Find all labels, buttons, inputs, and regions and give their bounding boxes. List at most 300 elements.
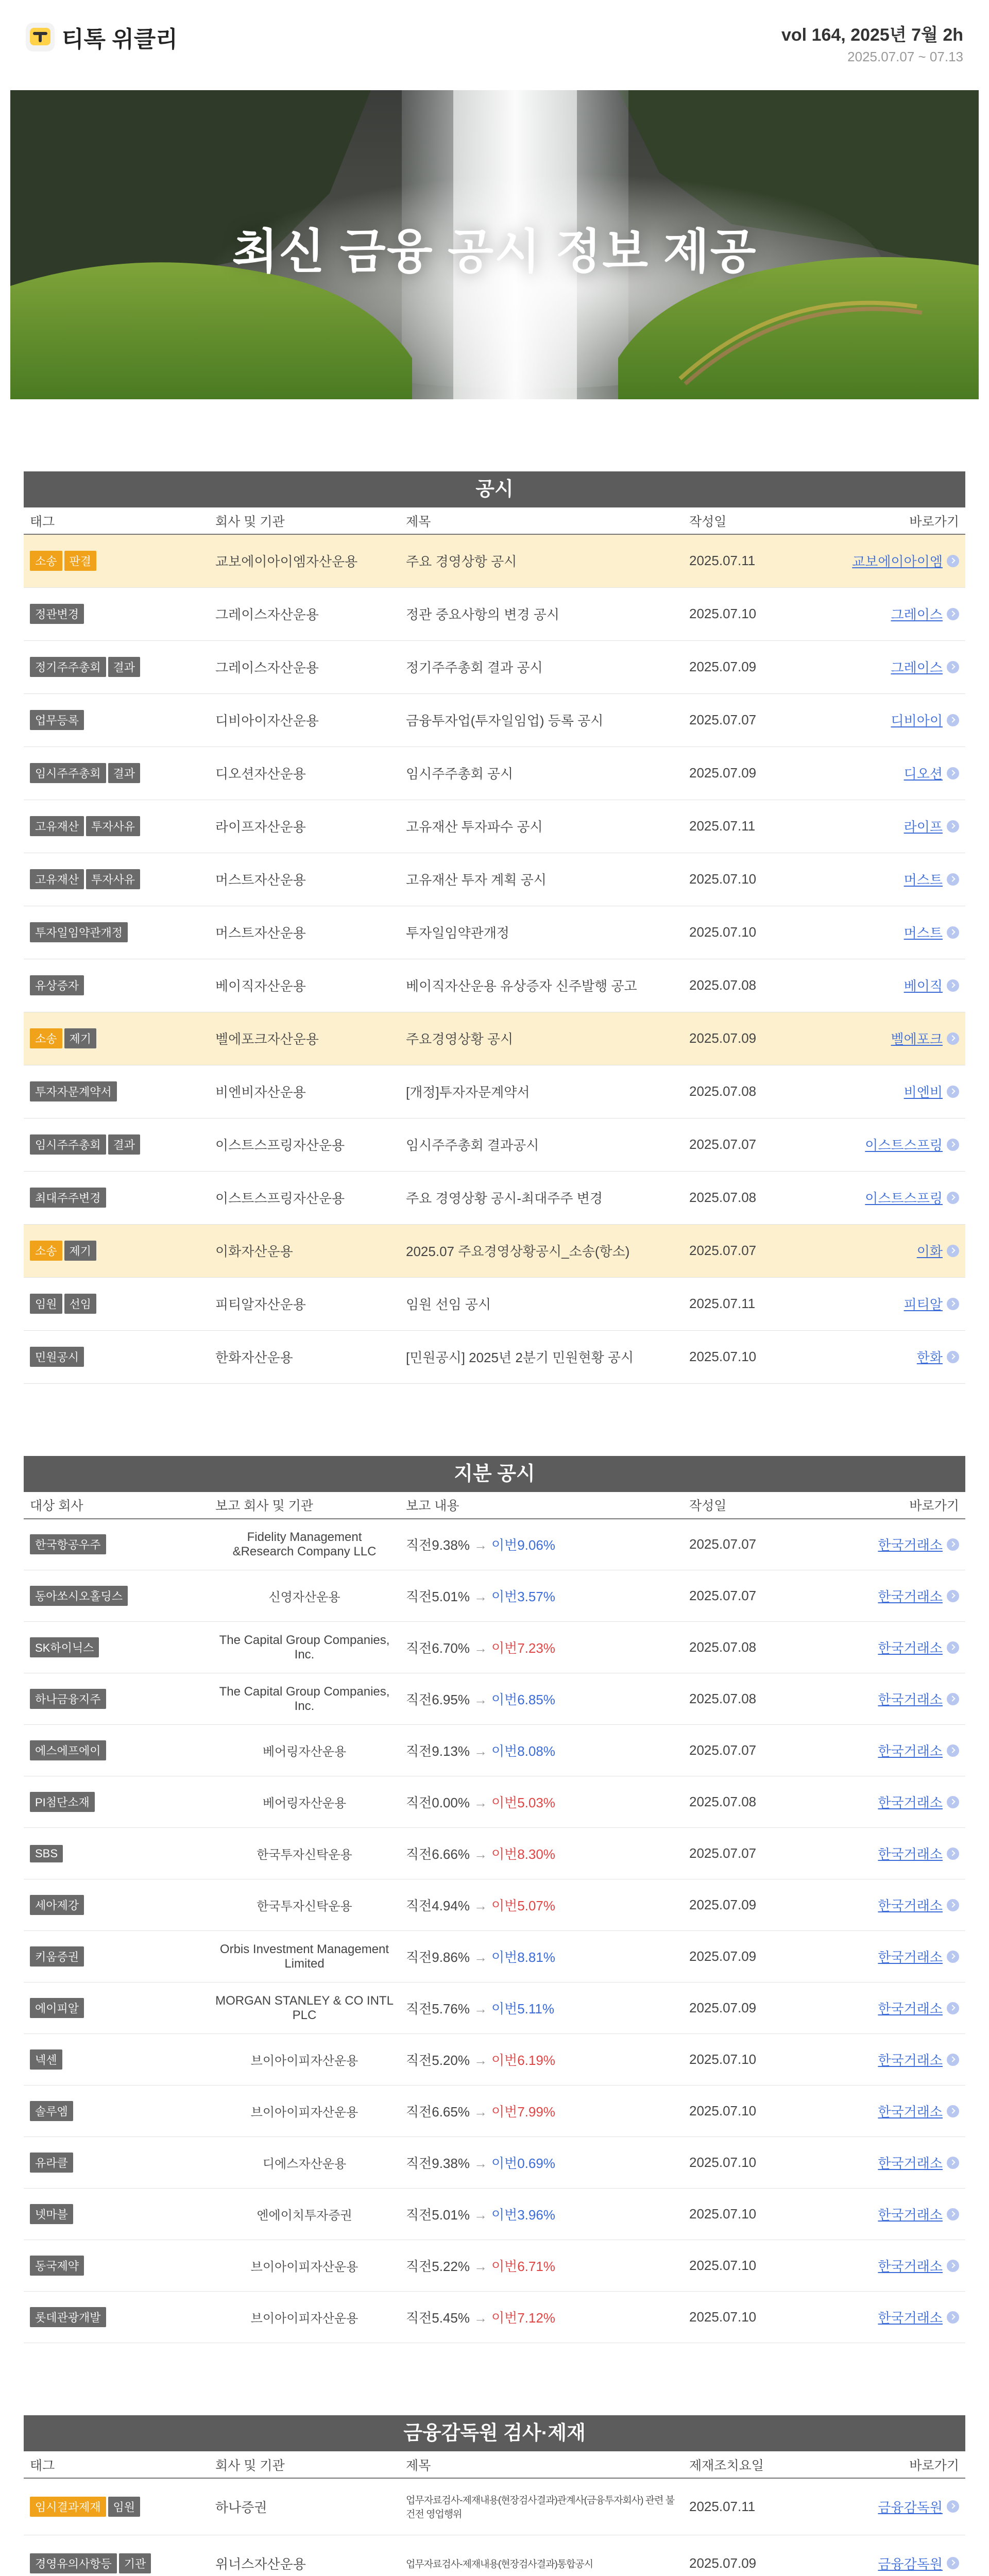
stake-table <box>24 1492 965 2344</box>
title-cell: 2025.07 주요경영상황공시_소송(항소) <box>400 1224 683 1277</box>
before-value: 직전9.38% <box>406 1537 470 1553</box>
link-cell <box>817 1012 965 1065</box>
goto-link[interactable] <box>891 657 959 676</box>
reporter-cell: 브이아이피자산운용 <box>209 2292 400 2343</box>
arrow-right-icon[interactable] <box>947 2157 959 2169</box>
link-text[interactable]: 베이직 <box>903 978 943 994</box>
disclosure-table <box>24 507 965 1384</box>
company-cell: 벨에포크자산운용 <box>209 1012 400 1065</box>
arrow-right-icon[interactable] <box>947 873 959 886</box>
goto-link[interactable] <box>878 1998 959 2018</box>
link-cell <box>817 1982 965 2034</box>
table-header <box>24 2451 965 2478</box>
tag-badge: 임원 <box>108 2497 141 2517</box>
arrow-right-icon[interactable] <box>947 1192 959 1204</box>
col-company: 회사 및 기관 <box>209 507 400 534</box>
arrow-right-icon[interactable] <box>947 1848 959 1860</box>
link-text[interactable]: 한국거래소 <box>878 2259 943 2274</box>
goto-link[interactable] <box>878 2205 959 2224</box>
logo-icon <box>26 23 55 52</box>
tag-badge: 제기 <box>64 1028 97 1048</box>
link-cell <box>817 534 965 587</box>
date-cell: 2025.07.07 <box>683 1570 817 1622</box>
company-badge: 롯데관광개발 <box>30 2307 106 2327</box>
content-cell <box>400 1570 683 1622</box>
link-cell <box>817 959 965 1012</box>
company-cell: 이스트스프링자산운용 <box>209 1118 400 1171</box>
date-cell: 2025.07.08 <box>683 1776 817 1828</box>
company-badge: 키움증권 <box>30 1946 84 1967</box>
after-value: 이번8.30% <box>491 1846 555 1862</box>
table-row <box>24 2137 965 2189</box>
reporter-cell: 한국투자신탁운용 <box>209 1828 400 1879</box>
target-cell <box>24 1519 209 1570</box>
company-badge: 넥센 <box>30 2049 62 2070</box>
link-cell <box>817 693 965 747</box>
goto-link[interactable] <box>865 1188 959 1207</box>
tag-badge: 기관 <box>119 2553 151 2573</box>
before-value: 직전5.76% <box>406 2001 470 2016</box>
before-value: 직전5.22% <box>406 2259 470 2274</box>
date-cell: 2025.07.10 <box>683 2292 817 2343</box>
title-cell: 정기주주총회 결과 공시 <box>400 640 683 693</box>
reporter-cell: 브이아이피자산운용 <box>209 2240 400 2292</box>
arrow-right-icon[interactable] <box>947 2311 959 2324</box>
tag-cell <box>24 2535 209 2576</box>
table-row <box>24 2034 965 2086</box>
arrow-right-icon[interactable] <box>947 1086 959 1098</box>
tag-cell <box>24 1171 209 1224</box>
company-cell: 피티알자산운용 <box>209 1277 400 1330</box>
col-link: 바로가기 <box>817 507 965 534</box>
date-cell: 2025.07.08 <box>683 1622 817 1673</box>
title-cell: 베이직자산운용 유상증자 신주발행 공고 <box>400 959 683 1012</box>
goto-link[interactable] <box>904 1294 959 1313</box>
goto-link[interactable] <box>878 1638 959 1657</box>
tag-cell <box>24 1330 209 1383</box>
goto-link[interactable] <box>878 1895 959 1914</box>
table-row <box>24 1673 965 1725</box>
target-cell <box>24 1570 209 1622</box>
link-text[interactable]: 한국거래소 <box>878 2053 943 2068</box>
target-cell <box>24 1879 209 1931</box>
table-row <box>24 640 965 693</box>
link-text[interactable]: 한국거래소 <box>878 1640 943 1656</box>
link-cell <box>817 906 965 959</box>
table-row <box>24 1725 965 1776</box>
link-text[interactable]: 그레이스 <box>891 607 943 622</box>
date-cell: 2025.07.07 <box>683 1519 817 1570</box>
date-cell: 2025.07.09 <box>683 1879 817 1931</box>
arrow-separator: → <box>473 2310 487 2326</box>
goto-link[interactable] <box>878 1844 959 1863</box>
tag-cell <box>24 747 209 800</box>
link-text[interactable]: 한국거래소 <box>878 1846 943 1862</box>
goto-link[interactable] <box>878 2554 959 2573</box>
arrow-right-icon[interactable] <box>947 661 959 673</box>
tag-badge: 민원공시 <box>30 1347 84 1367</box>
col-title: 제목 <box>400 507 683 534</box>
content-cell <box>400 2086 683 2137</box>
title-cell: 고유재산 투자파수 공시 <box>400 800 683 853</box>
table-row <box>24 1224 965 1277</box>
after-value: 이번7.23% <box>491 1640 555 1656</box>
arrow-right-icon[interactable] <box>947 1796 959 1808</box>
title-cell: [개정]투자자문계약서 <box>400 1065 683 1118</box>
arrow-right-icon[interactable] <box>947 1590 959 1602</box>
link-cell <box>817 2137 965 2189</box>
date-cell: 2025.07.08 <box>683 1171 817 1224</box>
tag-cell <box>24 1277 209 1330</box>
date-cell: 2025.07.09 <box>683 640 817 693</box>
link-text[interactable]: 한국거래소 <box>878 2104 943 2120</box>
arrow-right-icon[interactable] <box>947 1298 959 1310</box>
arrow-right-icon[interactable] <box>947 2105 959 2117</box>
date-cell: 2025.07.07 <box>683 693 817 747</box>
goto-link[interactable] <box>878 1689 959 1708</box>
link-text[interactable]: 라이프 <box>903 819 943 835</box>
issue-info <box>781 21 963 65</box>
reporter-cell: Orbis Investment Management Limited <box>209 1931 400 1982</box>
date-cell: 2025.07.08 <box>683 1673 817 1725</box>
link-text[interactable]: 피티알 <box>903 1297 943 1312</box>
reporter-cell: Fidelity Management &Research Company LLC <box>209 1519 400 1570</box>
link-cell <box>817 1570 965 1622</box>
company-cell: 이스트스프링자산운용 <box>209 1171 400 1224</box>
company-cell: 베이직자산운용 <box>209 959 400 1012</box>
goto-link[interactable] <box>904 976 959 995</box>
col-content: 보고 내용 <box>400 1492 683 1519</box>
title-cell: 임원 선임 공시 <box>400 1277 683 1330</box>
company-cell: 교보에이아이엠자산운용 <box>209 534 400 587</box>
goto-link[interactable] <box>878 2153 959 2172</box>
target-cell <box>24 1622 209 1673</box>
goto-link[interactable] <box>904 1082 959 1101</box>
arrow-separator: → <box>473 1795 487 1810</box>
arrow-right-icon[interactable] <box>947 1032 959 1045</box>
tag-cell <box>24 800 209 853</box>
table-row <box>24 800 965 853</box>
arrow-right-icon[interactable] <box>947 1693 959 1705</box>
link-text[interactable]: 한국거래소 <box>878 2310 943 2326</box>
tag-badge: 고유재산 <box>30 869 84 889</box>
col-link: 바로가기 <box>817 1492 965 1519</box>
link-cell <box>817 2240 965 2292</box>
table-row <box>24 1277 965 1330</box>
title-cell: 정관 중요사항의 변경 공시 <box>400 587 683 640</box>
col-reporter: 보고 회사 및 기관 <box>209 1492 400 1519</box>
content-cell <box>400 2189 683 2240</box>
hero-banner <box>10 90 979 399</box>
goto-link[interactable] <box>878 2050 959 2069</box>
arrow-right-icon[interactable] <box>947 1538 959 1551</box>
arrow-right-icon[interactable] <box>947 1899 959 1911</box>
link-text[interactable]: 한국거래소 <box>878 1898 943 1913</box>
tag-cell <box>24 906 209 959</box>
link-text[interactable]: 한국거래소 <box>878 1589 943 1604</box>
tag-badge: 투자사유 <box>86 816 140 836</box>
link-text[interactable]: 한국거래소 <box>878 1795 943 1810</box>
tag-cell <box>24 959 209 1012</box>
reporter-cell: MORGAN STANLEY & CO INTL PLC <box>209 1982 400 2034</box>
link-cell <box>817 2292 965 2343</box>
goto-link[interactable] <box>891 604 959 623</box>
arrow-right-icon[interactable] <box>947 1139 959 1151</box>
after-value: 이번8.08% <box>491 1743 555 1759</box>
goto-link[interactable] <box>904 870 959 889</box>
goto-link[interactable] <box>878 2497 959 2516</box>
content-cell <box>400 1931 683 1982</box>
tag-badge: 선임 <box>64 1294 97 1314</box>
table-row <box>24 747 965 800</box>
table-header <box>24 507 965 534</box>
company-badge: 세아제강 <box>30 1895 84 1915</box>
col-company: 회사 및 기관 <box>209 2451 400 2478</box>
link-text[interactable]: 한국거래소 <box>878 2156 943 2171</box>
col-tag: 태그 <box>24 2451 209 2478</box>
date-cell: 2025.07.10 <box>683 2034 817 2086</box>
date-cell: 2025.07.09 <box>683 1931 817 1982</box>
reporter-cell: 디에스자산운용 <box>209 2137 400 2189</box>
link-text[interactable]: 머스트 <box>903 872 943 888</box>
link-text[interactable]: 한국거래소 <box>878 2001 943 2016</box>
tag-cell <box>24 1065 209 1118</box>
table-row <box>24 906 965 959</box>
target-cell <box>24 1673 209 1725</box>
arrow-right-icon[interactable] <box>947 2260 959 2272</box>
link-text[interactable]: 벨에포크 <box>891 1031 943 1047</box>
table-row <box>24 1118 965 1171</box>
tag-cell <box>24 587 209 640</box>
arrow-right-icon[interactable] <box>947 820 959 833</box>
goto-link[interactable] <box>878 2256 959 2275</box>
link-cell <box>817 1931 965 1982</box>
link-text[interactable]: 디오션 <box>903 766 943 782</box>
tag-cell <box>24 534 209 587</box>
title-cell: 주요경영상황 공시 <box>400 1012 683 1065</box>
link-text[interactable]: 금융감독원 <box>878 2556 943 2572</box>
link-text[interactable]: 이스트스프링 <box>865 1191 943 1206</box>
link-cell <box>817 1828 965 1879</box>
link-text[interactable]: 머스트 <box>903 925 943 941</box>
link-text[interactable]: 그레이스 <box>891 660 943 675</box>
date-cell: 2025.07.10 <box>683 906 817 959</box>
content-cell <box>400 1982 683 2034</box>
link-cell <box>817 587 965 640</box>
tag-badge: 투자자문계약서 <box>30 1081 117 1101</box>
target-cell <box>24 2137 209 2189</box>
arrow-separator: → <box>473 2207 487 2223</box>
after-value: 이번5.11% <box>491 2001 554 2016</box>
link-cell <box>817 800 965 853</box>
tag-badge: 결과 <box>108 657 141 677</box>
arrow-separator: → <box>473 1692 487 1707</box>
reporter-cell: 신영자산운용 <box>209 1570 400 1622</box>
title-cell: 임시주주총회 공시 <box>400 747 683 800</box>
inspection-title: 금융감독원 검사·제재 <box>24 2415 965 2451</box>
goto-link[interactable] <box>865 1135 959 1154</box>
date-cell: 2025.07.09 <box>683 1012 817 1065</box>
after-value: 이번5.03% <box>491 1795 555 1810</box>
content-cell <box>400 1622 683 1673</box>
tag-badge: 최대주주변경 <box>30 1188 106 1208</box>
tag-badge: 임원 <box>30 1294 62 1314</box>
arrow-right-icon[interactable] <box>947 926 959 939</box>
goto-link[interactable] <box>852 551 959 570</box>
content-cell <box>400 1673 683 1725</box>
company-cell: 디오션자산운용 <box>209 747 400 800</box>
arrow-right-icon[interactable] <box>947 1951 959 1963</box>
date-cell: 2025.07.08 <box>683 1065 817 1118</box>
col-title: 제목 <box>400 2451 683 2478</box>
link-cell <box>817 853 965 906</box>
arrow-right-icon[interactable] <box>947 1245 959 1257</box>
link-cell <box>817 2478 965 2535</box>
date-cell: 2025.07.11 <box>683 2478 817 2535</box>
content-cell <box>400 2292 683 2343</box>
goto-link[interactable] <box>917 1347 959 1366</box>
goto-link[interactable] <box>878 2102 959 2121</box>
goto-link[interactable] <box>904 923 959 942</box>
table-row <box>24 1622 965 1673</box>
content-cell <box>400 1776 683 1828</box>
link-text[interactable]: 한국거래소 <box>878 1743 943 1759</box>
table-row <box>24 2535 965 2576</box>
goto-link[interactable] <box>917 1241 959 1260</box>
link-cell <box>817 1673 965 1725</box>
link-text[interactable]: 디비아이 <box>891 713 943 728</box>
arrow-right-icon[interactable] <box>947 555 959 567</box>
goto-link[interactable] <box>891 1029 959 1048</box>
link-cell <box>817 2034 965 2086</box>
company-cell: 하나증권 <box>209 2478 400 2535</box>
goto-link[interactable] <box>878 1586 959 1605</box>
date-cell: 2025.07.07 <box>683 1725 817 1776</box>
arrow-separator: → <box>473 2156 487 2171</box>
goto-link[interactable] <box>904 817 959 836</box>
tag-cell <box>24 2478 209 2535</box>
link-text[interactable]: 한국거래소 <box>878 2207 943 2223</box>
tag-badge: 판결 <box>64 551 97 571</box>
table-row <box>24 1982 965 2034</box>
link-text[interactable]: 한화 <box>916 1350 943 1365</box>
before-value: 직전6.65% <box>406 2104 470 2120</box>
inspection-table <box>24 2451 965 2576</box>
arrow-right-icon[interactable] <box>947 2002 959 2014</box>
date-cell: 2025.07.07 <box>683 1224 817 1277</box>
table-row <box>24 1171 965 1224</box>
arrow-right-icon[interactable] <box>947 608 959 620</box>
arrow-right-icon[interactable] <box>947 1641 959 1654</box>
goto-link[interactable] <box>878 1535 959 1554</box>
tag-cell <box>24 693 209 747</box>
arrow-right-icon[interactable] <box>947 767 959 779</box>
tag-badge: 임시주주총회 <box>30 1134 106 1155</box>
table-row <box>24 1570 965 1622</box>
table-row <box>24 534 965 587</box>
target-cell <box>24 1828 209 1879</box>
col-target: 대상 회사 <box>24 1492 209 1519</box>
table-row <box>24 2240 965 2292</box>
arrow-right-icon[interactable] <box>947 2054 959 2066</box>
hero-title: 최신 금융 공시 정보 제공 <box>232 226 757 278</box>
company-cell: 그레이스자산운용 <box>209 587 400 640</box>
target-cell <box>24 1725 209 1776</box>
goto-link[interactable] <box>878 2308 959 2327</box>
link-text[interactable]: 이스트스프링 <box>865 1138 943 1153</box>
goto-link[interactable] <box>891 710 959 730</box>
arrow-separator: → <box>473 1846 487 1862</box>
link-text[interactable]: 한국거래소 <box>878 1537 943 1553</box>
company-badge: 넷마블 <box>30 2204 73 2224</box>
arrow-right-icon[interactable] <box>947 979 959 992</box>
link-cell <box>817 1171 965 1224</box>
title-cell: 업무자료검사-제재내용(현장검사결과)관계사(금융투자회사) 관련 불건전 영업행위 <box>400 2478 683 2535</box>
goto-link[interactable] <box>904 764 959 783</box>
arrow-right-icon[interactable] <box>947 2208 959 2221</box>
goto-link[interactable] <box>878 1792 959 1811</box>
arrow-right-icon[interactable] <box>947 1744 959 1757</box>
company-cell: 위너스자산운용 <box>209 2535 400 2576</box>
target-cell <box>24 1776 209 1828</box>
company-cell: 그레이스자산운용 <box>209 640 400 693</box>
table-row <box>24 2292 965 2343</box>
arrow-right-icon[interactable] <box>947 2500 959 2513</box>
link-cell <box>817 1224 965 1277</box>
reporter-cell: 한국투자신탁운용 <box>209 1879 400 1931</box>
link-text[interactable]: 한국거래소 <box>878 1692 943 1707</box>
col-date: 작성일 <box>683 507 817 534</box>
link-text[interactable]: 이화 <box>916 1244 943 1259</box>
arrow-right-icon[interactable] <box>947 2557 959 2569</box>
target-cell <box>24 1931 209 1982</box>
table-row <box>24 2189 965 2240</box>
link-text[interactable]: 교보에이아이엠 <box>852 554 943 570</box>
date-cell: 2025.07.09 <box>683 2535 817 2576</box>
company-badge: 하나금융지주 <box>30 1689 106 1709</box>
arrow-right-icon[interactable] <box>947 714 959 726</box>
date-cell: 2025.07.10 <box>683 853 817 906</box>
inspection-section <box>24 2415 965 2576</box>
company-badge: SBS <box>30 1845 63 1862</box>
after-value: 이번3.57% <box>491 1589 555 1604</box>
date-cell: 2025.07.10 <box>683 2189 817 2240</box>
table-row <box>24 853 965 906</box>
goto-link[interactable] <box>878 1947 959 1966</box>
company-cell: 머스트자산운용 <box>209 853 400 906</box>
arrow-separator: → <box>473 2001 487 2016</box>
arrow-right-icon[interactable] <box>947 1351 959 1363</box>
logo[interactable] <box>26 21 178 54</box>
before-value: 직전9.86% <box>406 1950 470 1965</box>
table-row <box>24 1828 965 1879</box>
company-badge: 솔루엠 <box>30 2101 73 2121</box>
before-value: 직전6.95% <box>406 1692 470 1707</box>
link-text[interactable]: 금융감독원 <box>878 2499 943 2515</box>
col-tag: 태그 <box>24 507 209 534</box>
table-row <box>24 1931 965 1982</box>
tag-badge: 임시주주총회 <box>30 763 106 783</box>
after-value: 이번3.96% <box>491 2207 555 2223</box>
title-cell: 금융투자업(투자일임업) 등록 공시 <box>400 693 683 747</box>
goto-link[interactable] <box>878 1741 959 1760</box>
link-text[interactable]: 한국거래소 <box>878 1950 943 1965</box>
content-cell <box>400 1879 683 1931</box>
tag-badge: 소송 <box>30 551 62 571</box>
link-text[interactable]: 비엔비 <box>903 1084 943 1100</box>
before-value: 직전6.66% <box>406 1846 470 1862</box>
link-cell <box>817 1118 965 1171</box>
